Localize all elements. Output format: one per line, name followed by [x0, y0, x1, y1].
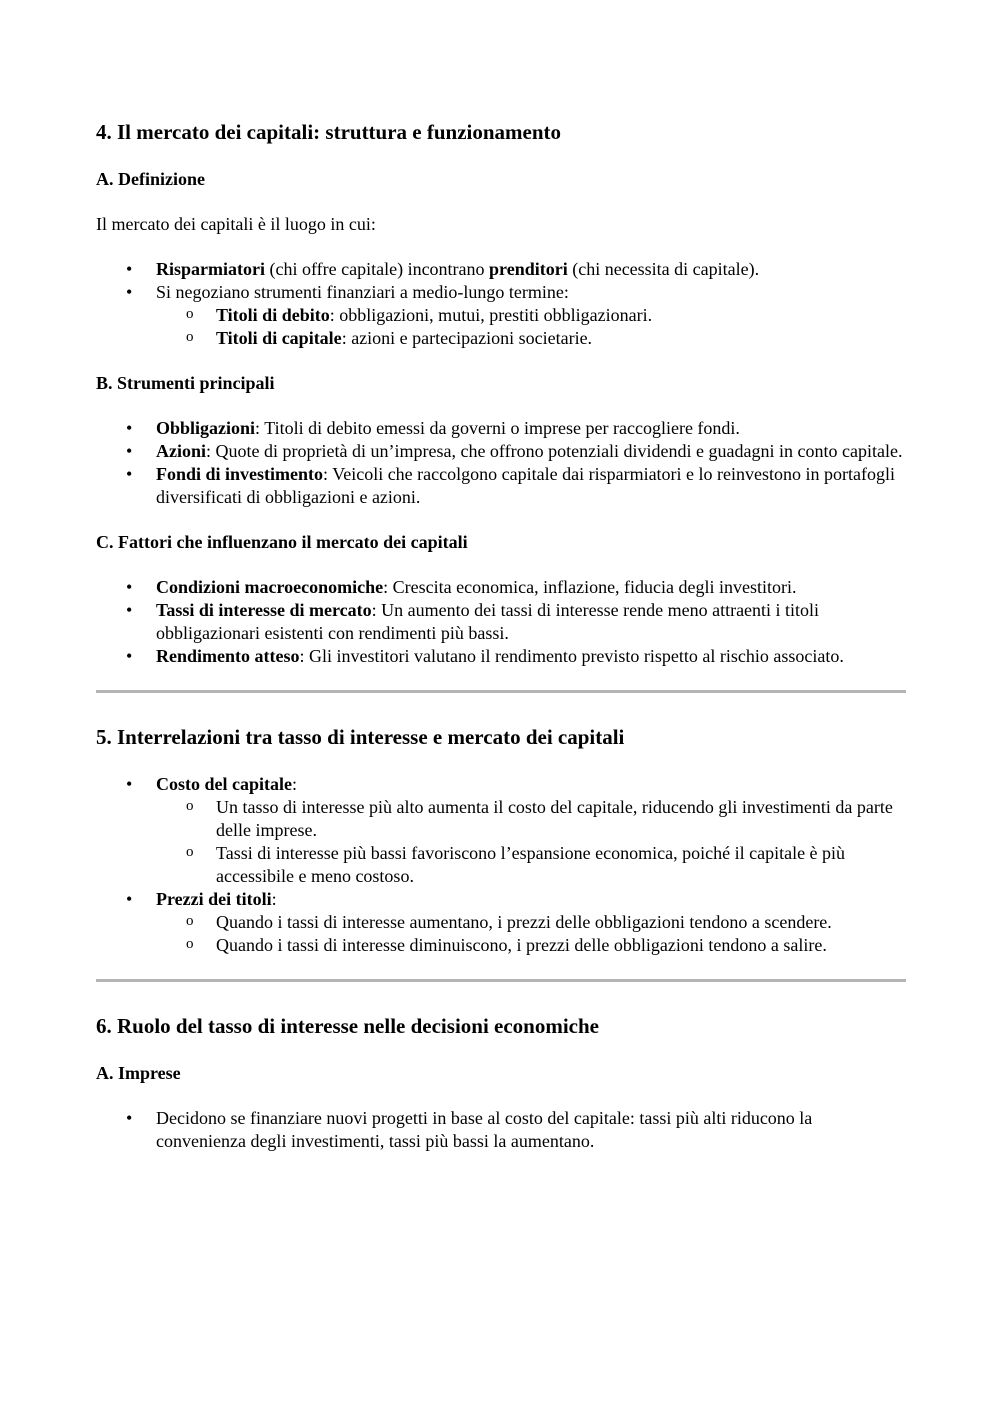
- term-risparmiatori: Risparmiatori: [156, 259, 265, 279]
- term-prenditori: prenditori: [489, 259, 568, 279]
- item-text: : Un aumento dei tassi di interesse rende meno attraenti i titoli obbligazionari esistenti con rendimenti più bassi.: [156, 600, 820, 643]
- term: Condizioni macroeconomiche: [156, 577, 384, 597]
- term: Azioni: [156, 441, 207, 461]
- item-text: :: [291, 774, 297, 794]
- item-text: (chi offre capitale) incontrano: [264, 259, 490, 279]
- section-4a-heading: A. Definizione: [96, 169, 205, 189]
- list-item: [156, 599, 906, 645]
- term: Fondi di investimento: [156, 464, 324, 484]
- list-item: [156, 773, 906, 888]
- item-text: : Gli investitori valutano il rendimento previsto rispetto al rischio associato.: [299, 646, 844, 666]
- term: Titoli di capitale: [216, 328, 342, 348]
- sub-list: [156, 796, 906, 888]
- list-item: • Decidono se finanziare nuovi progetti in base al costo del capitale: tassi più alti riducono la convenienza degli investimenti, tassi più bassi la aumentano.: [156, 1107, 906, 1153]
- list-item: [156, 645, 906, 668]
- section-divider: [96, 979, 906, 982]
- section-divider: [96, 690, 906, 693]
- section-4-title: 4. Il mercato dei capitali: struttura e funzionamento: [96, 120, 562, 144]
- sub-list-item: [216, 327, 906, 350]
- item-text: : azioni e partecipazioni societarie.: [341, 328, 593, 348]
- interrelations-list: [96, 773, 906, 957]
- section-4a-intro: Il mercato dei capitali è il luogo in cui:: [96, 214, 376, 234]
- list-item: [156, 576, 906, 599]
- list-item: [156, 888, 906, 957]
- instruments-list: [96, 417, 906, 509]
- sub-list-item: o Quando i tassi di interesse diminuiscono, i prezzi delle obbligazioni tendono a salire.: [216, 934, 906, 957]
- term: Tassi di interesse di mercato: [156, 600, 372, 620]
- sub-list-item: [216, 304, 906, 327]
- item-text: : Crescita economica, inflazione, fiducia degli investitori.: [383, 577, 797, 597]
- item-text: : Veicoli che raccolgono capitale dai risparmiatori e lo reinvestono in portafogli diversificati di obbligazioni e azioni.: [156, 464, 896, 507]
- term: Rendimento atteso: [156, 646, 300, 666]
- item-text: Si negoziano strumenti finanziari a medio-lungo termine:: [156, 282, 569, 302]
- sub-list-item: o Tassi di interesse più bassi favoriscono l’espansione economica, poiché il capitale è più accessibile e meno costoso.: [216, 842, 906, 888]
- list-item: [156, 463, 906, 509]
- list-item: [156, 258, 906, 281]
- term: Titoli di debito: [216, 305, 330, 325]
- sub-list-item: o Un tasso di interesse più alto aumenta il costo del capitale, riducendo gli investimenti da parte delle imprese.: [216, 796, 906, 842]
- section-5-title: 5. Interrelazioni tra tasso di interesse e mercato dei capitali: [96, 725, 625, 749]
- sub-list: [156, 911, 906, 957]
- section-6a-heading: A. Imprese: [96, 1063, 181, 1083]
- list-item: [156, 440, 906, 463]
- definition-list: [96, 258, 906, 350]
- section-6-title: 6. Ruolo del tasso di interesse nelle decisioni economiche: [96, 1014, 600, 1038]
- list-item: [156, 281, 906, 350]
- item-text: : obbligazioni, mutui, prestiti obbligazionari.: [329, 305, 653, 325]
- section-4c-heading: C. Fattori che influenzano il mercato dei capitali: [96, 532, 468, 552]
- sub-list: [156, 304, 906, 350]
- item-text: : Quote di proprietà di un’impresa, che offrono potenziali dividendi e guadagni in conto capitale.: [206, 441, 903, 461]
- item-text: : Titoli di debito emessi da governi o imprese per raccogliere fondi.: [255, 418, 740, 438]
- factors-list: [96, 576, 906, 668]
- item-text: :: [271, 889, 277, 909]
- sub-list-item: o Quando i tassi di interesse aumentano, i prezzi delle obbligazioni tendono a scendere.: [216, 911, 906, 934]
- section-4b-heading: B. Strumenti principali: [96, 373, 275, 393]
- term: Costo del capitale: [156, 774, 292, 794]
- term: Obbligazioni: [156, 418, 256, 438]
- businesses-list: [96, 1107, 906, 1153]
- document-page: [96, 118, 906, 1175]
- term: Prezzi dei titoli: [156, 889, 272, 909]
- list-item: [156, 417, 906, 440]
- item-text: (chi necessita di capitale).: [567, 259, 760, 279]
